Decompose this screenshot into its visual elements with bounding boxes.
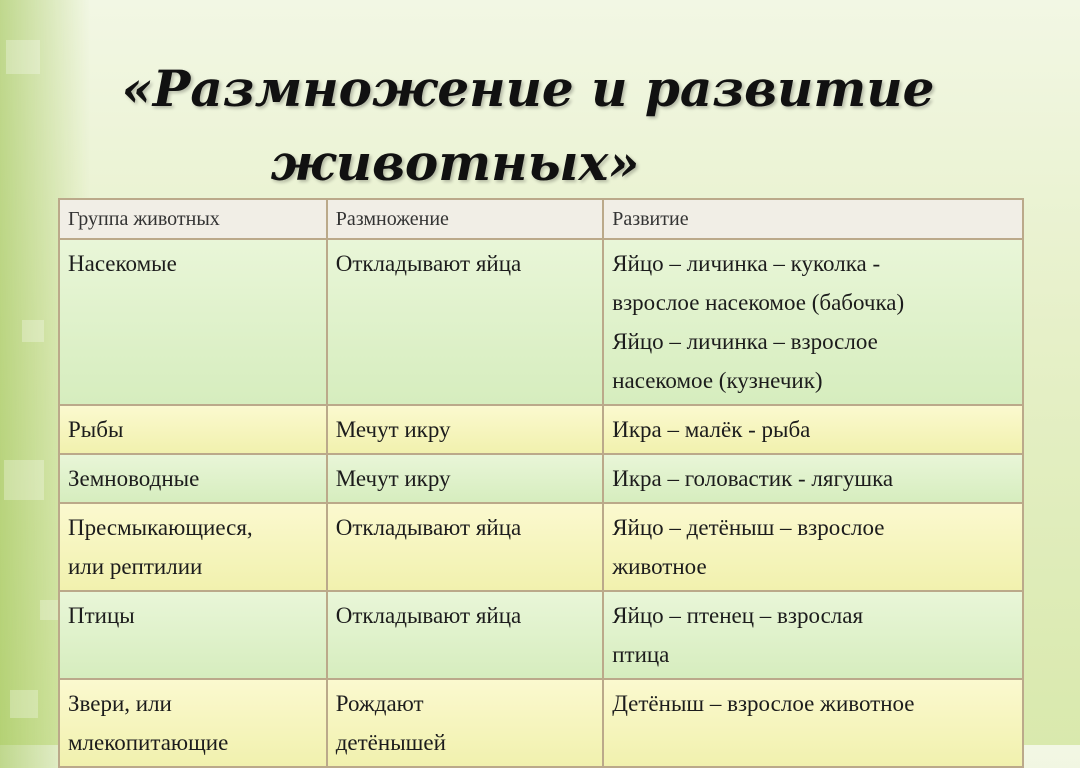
cell-reproduction	[327, 679, 603, 767]
cell-group-text: Пресмыкающиеся, или рептилии	[68, 515, 253, 579]
cell-reproduction-text: Мечут икру	[335, 466, 451, 491]
slide-title-line-2: животных»	[270, 133, 640, 192]
cell-group	[59, 239, 327, 405]
cell-development	[603, 679, 1023, 767]
cell-development-text: Яйцо – детёныш – взрослое животное	[612, 515, 885, 579]
slide-title	[0, 52, 1080, 200]
cell-reproduction	[327, 405, 603, 454]
cell-group-text: Земноводные	[68, 466, 200, 491]
slide-title-line-1: «Размножение и развитие	[121, 59, 935, 118]
cell-development-text: Икра – головастик - лягушка	[612, 466, 894, 491]
cell-development-text: Яйцо – личинка – куколка - взрослое насекомое (бабочка) Яйцо – личинка – взрослое насекомое (кузнечик)	[612, 251, 905, 393]
cell-development	[603, 503, 1023, 591]
cell-reproduction	[327, 503, 603, 591]
table-row	[59, 239, 1023, 405]
table-row	[59, 679, 1023, 767]
cell-reproduction-text: Откладывают яйца	[335, 515, 522, 540]
cell-reproduction-text: Мечут икру	[335, 417, 451, 442]
cell-group	[59, 591, 327, 679]
cell-reproduction-text: Откладывают яйца	[335, 251, 522, 276]
cell-reproduction	[327, 454, 603, 503]
cell-group-text: Птицы	[68, 603, 135, 628]
header-reproduction: Размножение	[327, 199, 603, 239]
header-group: Группа животных	[59, 199, 327, 239]
table-row	[59, 591, 1023, 679]
cell-group-text: Рыбы	[68, 417, 124, 442]
cell-reproduction	[327, 239, 603, 405]
cell-group-text: Насекомые	[68, 251, 177, 276]
cell-reproduction-text: Откладывают яйца	[335, 603, 522, 628]
cell-development-text: Детёныш – взрослое животное	[612, 691, 915, 716]
table-row	[59, 405, 1023, 454]
cell-development-text: Яйцо – птенец – взрослая птица	[612, 603, 864, 667]
cell-development	[603, 454, 1023, 503]
cell-group-text: Звери, или млекопитающие	[68, 691, 229, 755]
decorative-square	[40, 600, 60, 620]
cell-group	[59, 679, 327, 767]
decorative-square	[22, 320, 44, 342]
cell-reproduction-text: Рождают детёнышей	[335, 691, 446, 755]
cell-development	[603, 405, 1023, 454]
cell-development	[603, 591, 1023, 679]
cell-development	[603, 239, 1023, 405]
animals-table	[58, 198, 1024, 768]
cell-development-text: Икра – малёк - рыба	[612, 417, 811, 442]
table-row	[59, 454, 1023, 503]
table-row	[59, 503, 1023, 591]
cell-group	[59, 405, 327, 454]
decorative-square	[4, 460, 44, 500]
table-header-row	[59, 199, 1023, 239]
cell-group	[59, 503, 327, 591]
cell-reproduction	[327, 591, 603, 679]
decorative-square	[10, 690, 38, 718]
cell-group	[59, 454, 327, 503]
header-development: Развитие	[603, 199, 1023, 239]
